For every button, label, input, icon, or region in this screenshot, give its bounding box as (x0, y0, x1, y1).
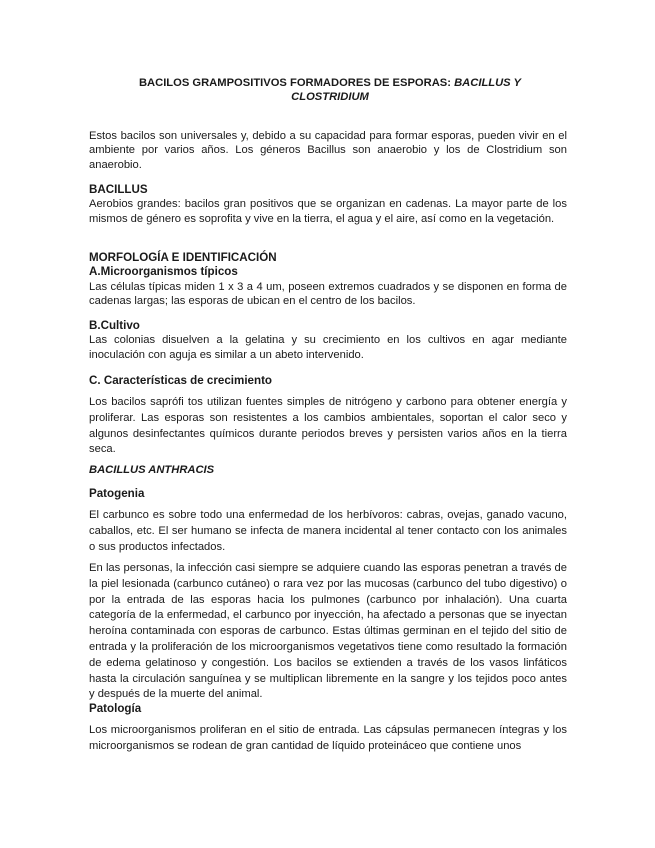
crecimiento-heading: C. Características de crecimiento (89, 374, 273, 387)
patologia-paragraph-1: Los microorganismos proliferan en el sitio de entrada. Las cápsulas permanecen íntegras y los microorganismos se rodean de gran cantidad de líquido proteináceo que contiene unos (89, 724, 567, 752)
bacillus-section (89, 183, 567, 226)
title-main: BACILOS GRAMPOSITIVOS FORMADORES DE ESPORAS: (138, 77, 455, 89)
title-italic-2: CLOSTRIDIUM (291, 91, 369, 103)
cultivo-section (89, 319, 567, 362)
patogenia-paragraph-2: En las personas, la infección casi siempre se adquiere cuando las esporas penetran a través de la piel lesionada (carbunco cutáneo) o rara vez por las mucosas (carbunco del tubo digestivo) o por la entrada de las esporas hacia los pulmones (carbunco por inhalación). Una cuarta categoría de la enfermedad, el carbunco por inyección, ha afectado a personas que se inyectan heroína contaminada con esporas de carbunco. Estas últimas germinan en el tejido del sitio de entrada y la proliferación de los microorganismos vegetativos tiene como resultado la formación de edema gelatinoso y congestión. Los bacilos se extienden a través de los vasos linfáticos hasta la circulación sanguínea y se multiplican libremente en la sangre y los tejidos poco antes y después de la muerte del animal. (89, 562, 567, 701)
morfologia-text-a: Las células típicas miden 1 x 3 a 4 um, poseen extremos cuadrados y se disponen en forma de cadenas largas; las esporas de ubican en el centro de los bacilos. (89, 280, 567, 308)
morfologia-subheading-b: B.Cultivo (89, 319, 140, 332)
patogenia-heading: Patogenia (89, 487, 145, 500)
anthracis-heading: BACILLUS ANTHRACIS (89, 464, 215, 476)
morfologia-subheading-a: A.Microorganismos típicos (89, 265, 238, 279)
patogenia-paragraph-1: El carbunco es sobre todo una enfermedad de los herbívoros: cabras, ovejas, ganado vacuno, caballos, etc. El ser humano se infecta de manera incidental al tener contacto con los animales o sus productos infectados. (89, 509, 567, 553)
crecimiento-text: Los bacilos saprófi tos utilizan fuentes simples de nitrógeno y carbono para obtener energía y proliferar. Las esporas son resistentes a los cambios ambientales, soportan el calor seco y algunos desinfectantes químicos durante periodos breves y persisten varios años en la tierra seca. (89, 396, 567, 456)
patologia-heading: Patología (89, 702, 142, 715)
bacillus-heading: BACILLUS (89, 183, 148, 196)
morfologia-text-b: Las colonias disuelven a la gelatina y su crecimiento en los cultivos en agar mediante inoculación con aguja es similar a un abeto intervenido. (89, 334, 567, 361)
bacillus-text: Aerobios grandes: bacilos gran positivos que se organizan en cadenas. La mayor parte de los mismos de género es soprofita y vive en la tierra, el agua y el aire, así como en la vegetación. (89, 198, 567, 225)
intro-paragraph: Estos bacilos son universales y, debido a su capacidad para formar esporas, pueden vivir en el ambiente por varios años. Los géneros Bacillus son anaerobio y los de Clostridium son anaerobio. (89, 130, 567, 171)
title-italic-1: BACILLUS Y (454, 77, 522, 89)
morfologia-section (89, 251, 567, 309)
morfologia-heading: MORFOLOGÍA E IDENTIFICACIÓN (89, 251, 277, 264)
document-title (100, 76, 560, 104)
